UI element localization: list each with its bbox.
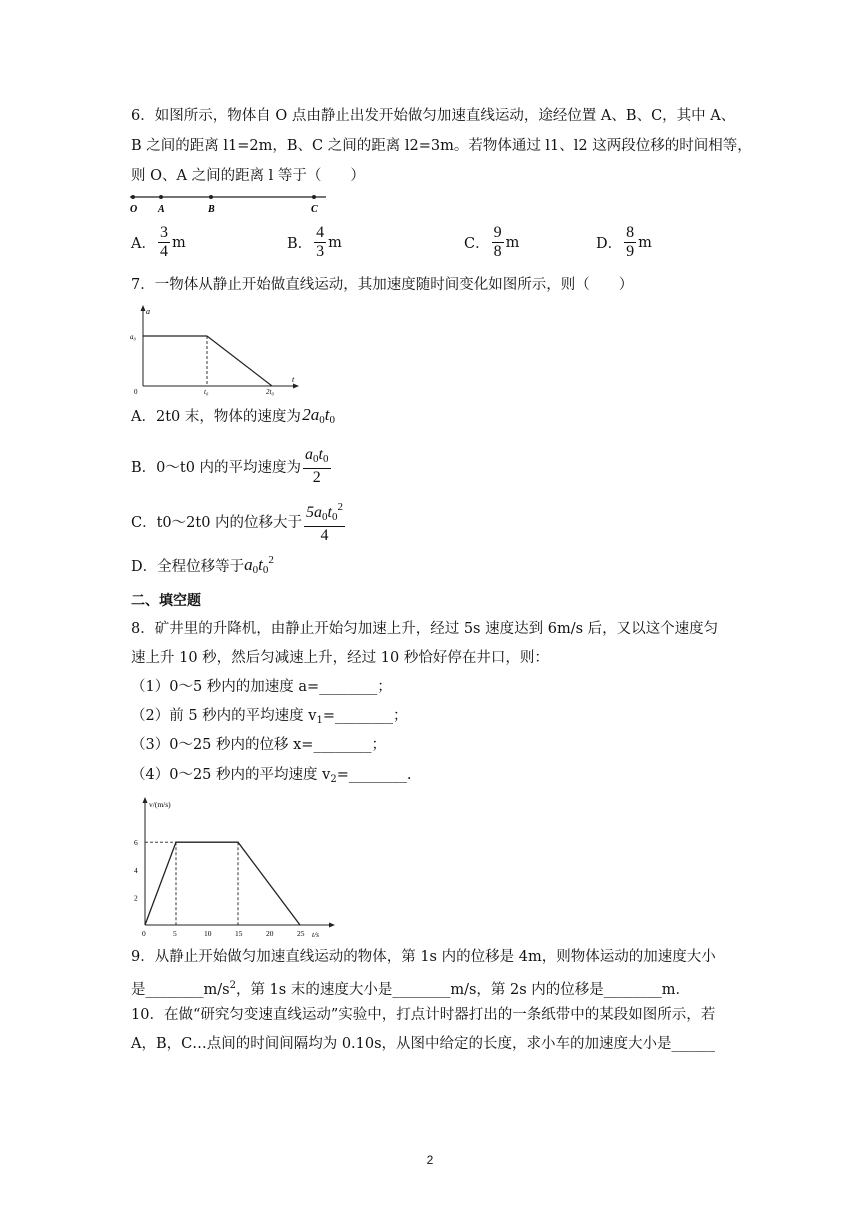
q7-option-a[interactable]: A．2t0 末，物体的速度为 $2a_0t_0$ bbox=[131, 405, 336, 426]
q7-t2-label: 2t₀ bbox=[266, 388, 274, 396]
chart-x-tick-label: 25 bbox=[297, 929, 305, 938]
q8-stem-line2: 速上升 10 秒，然后匀减速上升，经过 10 秒恰好停在井口，则： bbox=[131, 650, 549, 666]
q7-acceleration-graph bbox=[128, 304, 303, 396]
chart-x-tick-label: 20 bbox=[266, 929, 274, 938]
q6-option-c[interactable]: C． $\frac{9}{8}$ m bbox=[464, 224, 520, 260]
q7-t1-label: t₀ bbox=[204, 388, 209, 396]
chart-y-tick-label: 6 bbox=[134, 838, 138, 848]
q7-stem: 7．一物体从静止开始做直线运动，其加速度随时间变化如图所示，则（ ） bbox=[131, 277, 634, 293]
q8-stem-line1: 8．矿井里的升降机，由静止开始匀加速上升，经过 5s 速度达到 6m/s 后，又以这个速度匀 bbox=[131, 621, 719, 637]
chart-x-tick-label: 5 bbox=[173, 929, 177, 938]
q8-sub4: （4）0～25 秒内的平均速度 $v_2=\_\_\_\_\_\_\_\_$. bbox=[131, 767, 412, 785]
q10-stem-line2: A，B，C…点间的时间间隔均为 0.10s，从图中给定的长度，求小车的加速度大小是______ bbox=[131, 1036, 716, 1052]
q7-xlabel: t bbox=[292, 375, 295, 384]
chart-ylabel: v/(m/s) bbox=[149, 800, 171, 809]
q8-velocity-time-chart bbox=[126, 795, 338, 940]
q10-stem-line1: 10．在做“研究匀变速直线运动”实验中，打点计时器打出的一条纸带中的某段如图所示，若 bbox=[131, 1007, 716, 1023]
page-number: 2 bbox=[426, 1153, 434, 1167]
section-heading: 二、填空题 bbox=[131, 593, 201, 609]
chart-xlabel: t/s bbox=[312, 930, 320, 939]
q9-stem-line2: 是$\_\_\_\_\_\_\_\_m/s^2$，第 1s 末的速度大小是________m/s，第 2s 内的位移是________m． bbox=[131, 980, 691, 998]
q6-stem-line3: 则 O、A 之间的距离 l 等于（ ） bbox=[131, 168, 365, 184]
q8-sub3: （3）0～25 秒内的位移 x=________； bbox=[131, 737, 386, 753]
q6-stem-line2: B 之间的距离 l1=2m，B、C 之间的距离 l2=3m。若物体通过 l1、l2 这两段位移的时间相等， bbox=[131, 138, 752, 154]
q6-option-d[interactable]: D． $\frac{8}{9}$ m bbox=[596, 224, 652, 260]
chart-x-tick-label: 10 bbox=[204, 929, 212, 938]
q6-point-o: O bbox=[130, 204, 138, 215]
q6-point-b: B bbox=[208, 204, 215, 215]
q9-stem-line1: 9．从静止开始做匀加速直线运动的物体，第 1s 内的位移是 4m，则物体运动的加速度大小 bbox=[131, 949, 716, 965]
chart-series-line bbox=[145, 842, 300, 925]
q8-sub2: （2）前 5 秒内的平均速度 $v_1=\_\_\_\_\_\_\_\_$； bbox=[131, 708, 408, 726]
q7-option-c[interactable]: C．t0～2t0 内的位移大于 $\frac{5a_0t_0^2}{4}$ bbox=[131, 498, 347, 545]
q6-line-figure bbox=[126, 190, 336, 216]
q6-point-c: C bbox=[311, 204, 318, 215]
chart-y-tick-label: 2 bbox=[134, 893, 138, 903]
q6-point-a: A bbox=[158, 204, 165, 215]
q6-stem-line1: 6．如图所示，物体自 O 点由静止出发开始做匀加速直线运动，途经位置 A、B、C，其中 A、 bbox=[131, 108, 736, 124]
q8-sub1: （1）0～5 秒内的加速度 a=________； bbox=[131, 679, 392, 695]
chart-y-tick-label: 4 bbox=[134, 865, 138, 875]
q7-option-d[interactable]: D．全程位移等于 $a_0t_0^2$ bbox=[131, 554, 274, 576]
chart-x-tick-label: 0 bbox=[142, 929, 146, 938]
q7-option-b[interactable]: B．0～t0 内的平均速度为 $\frac{a_0t_0}{2}$ bbox=[131, 446, 329, 486]
q6-option-a[interactable]: A． $\frac{3}{4}$ m bbox=[131, 224, 186, 260]
chart-x-tick-label: 15 bbox=[235, 929, 243, 938]
q7-origin-label: 0 bbox=[134, 388, 138, 396]
q7-ylabel: a bbox=[146, 307, 150, 316]
q6-option-b[interactable]: B． $\frac{4}{3}$ m bbox=[287, 224, 342, 260]
q7-y0-label: a₀ bbox=[130, 333, 136, 341]
